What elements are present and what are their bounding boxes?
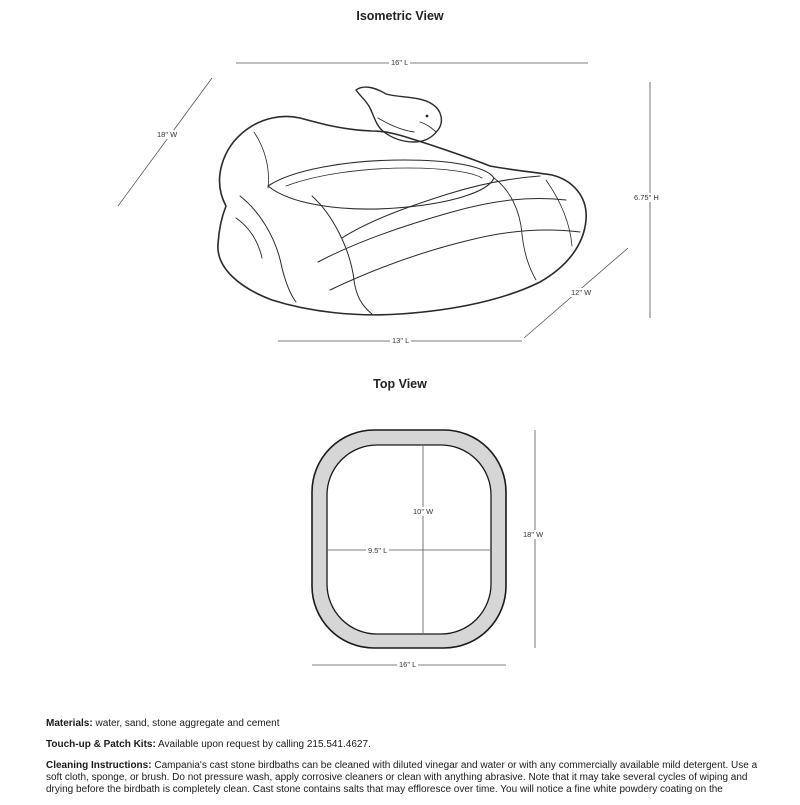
dim-width-right: 12" W [571,288,592,297]
dim-inner-width: 10" W [413,507,434,516]
dim-height: 6.75" H [634,193,659,202]
product-notes [46,718,758,805]
bird-beak [420,122,436,132]
dim-length-top: 16" L [391,58,409,67]
dim-length-bottom: 13" L [392,336,410,345]
width-left-dim-line [118,78,212,206]
bird-eye [426,115,429,118]
basin-rim [268,160,494,209]
cleaning-note [46,760,758,796]
leaf-fold-left-inner [236,218,262,258]
cleaning-text: Campania's cast stone birdbaths can be cleaned with diluted vinegar and water or with any commercially available mild detergent. Use a soft cloth, sponge, or brush. Do not pressure wash, apply corrosive cleaners or clean with anything abrasive. Note that it may take several cycles of wiping and drying before the birdbath is completely clean. Cast stone contains salts that may effloresce over time. You will notice a fine white powdery coating on the [46,760,758,795]
touchup-note [46,739,758,751]
touchup-label: Touch-up & Patch Kits: [46,739,156,750]
dim-outer-width: 18" W [523,530,544,539]
birdbath-isometric-drawing [218,87,586,315]
top-view-title: Top View [373,377,427,391]
isometric-view-title: Isometric View [356,9,444,23]
materials-note [46,718,758,730]
leaf-fold-right [494,178,536,280]
leaf-tip-left [254,132,268,188]
birdbath-outline [218,117,586,315]
basin-inner-line [286,168,482,186]
inner-basin [327,445,491,634]
leaf-fold-left [240,196,296,302]
bird-wing [378,118,414,132]
dim-outer-length: 16" L [399,660,417,669]
leaf-ridge-upper [342,176,540,238]
materials-label: Materials: [46,718,93,729]
birdbath-top-view [312,430,506,648]
cleaning-label: Cleaning Instructions: [46,760,152,771]
materials-text: water, sand, stone aggregate and cement [95,718,280,729]
isometric-dimension-lines [118,63,650,341]
dim-inner-length: 9.5" L [368,546,388,555]
dim-width-left: 18" W [157,130,178,139]
leaf-fold-far-right [546,180,572,246]
bird-figure [356,87,441,142]
leaf-fold-middle [312,196,372,314]
touchup-text: Available upon request by calling 215.541.4627. [158,739,371,750]
